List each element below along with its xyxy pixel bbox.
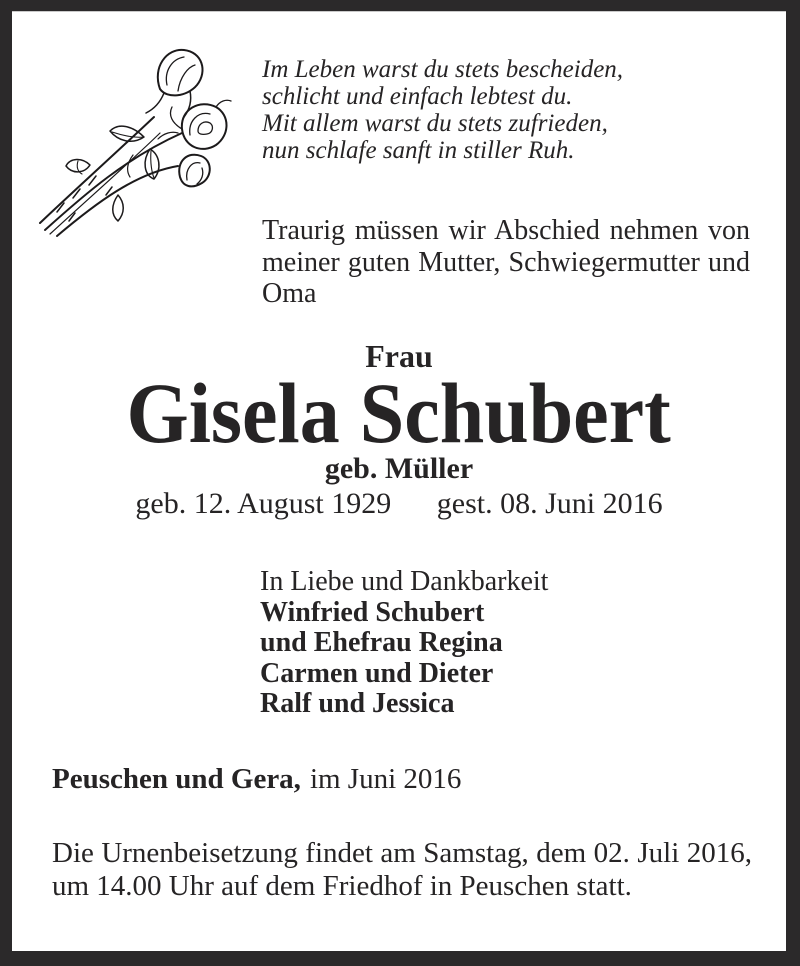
mourner-name: Ralf und Jessica (260, 688, 455, 719)
dateline-places: Peuschen und Gera, (52, 763, 301, 795)
announcement-line: Traurig müssen wir Abschied nehmen von (262, 215, 750, 246)
mourners-intro: In Liebe und Dankbarkeit (260, 566, 549, 597)
announcement-line: meiner guten Mutter, Schwiegermutter und (262, 246, 750, 278)
funeral-line: Die Urnenbeisetzung findet am Samstag, dem 02. Juli 2016, (52, 837, 752, 869)
mourners-block (260, 567, 548, 720)
deceased-name (12, 367, 786, 459)
poem-line: nun schlafe sanft in stiller Ruh. (262, 137, 575, 164)
memorial-poem (262, 56, 623, 164)
funeral-line: um 14.00 Uhr auf dem Friedhof in Peuschen statt. (52, 870, 632, 902)
poem-line: schlicht und einfach lebtest du. (262, 83, 573, 110)
poem-line: Im Leben warst du stets bescheiden, (262, 56, 624, 83)
poem-line: Mit allem warst du stets zufrieden, (262, 110, 608, 137)
obituary-paper (12, 11, 786, 951)
birth-date: geb. 12. August 1929 (135, 487, 392, 520)
roses-sketch-icon (30, 37, 240, 242)
death-date: gest. 08. Juni 2016 (436, 487, 663, 520)
deceased-name-text: Gisela Schubert (126, 365, 672, 461)
salutation: Frau (365, 338, 433, 374)
maiden-name: geb. Müller (324, 452, 474, 485)
place-dateline (52, 764, 461, 795)
life-dates (12, 488, 786, 520)
mourner-name: und Ehefrau Regina (260, 627, 503, 658)
announcement-text (262, 215, 750, 310)
funeral-announcement (52, 837, 752, 903)
announcement-line: Oma (262, 278, 317, 309)
mourner-name: Winfried Schubert (260, 596, 485, 628)
mourner-name: Carmen und Dieter (260, 657, 494, 689)
dateline-date: im Juni 2016 (309, 763, 462, 795)
